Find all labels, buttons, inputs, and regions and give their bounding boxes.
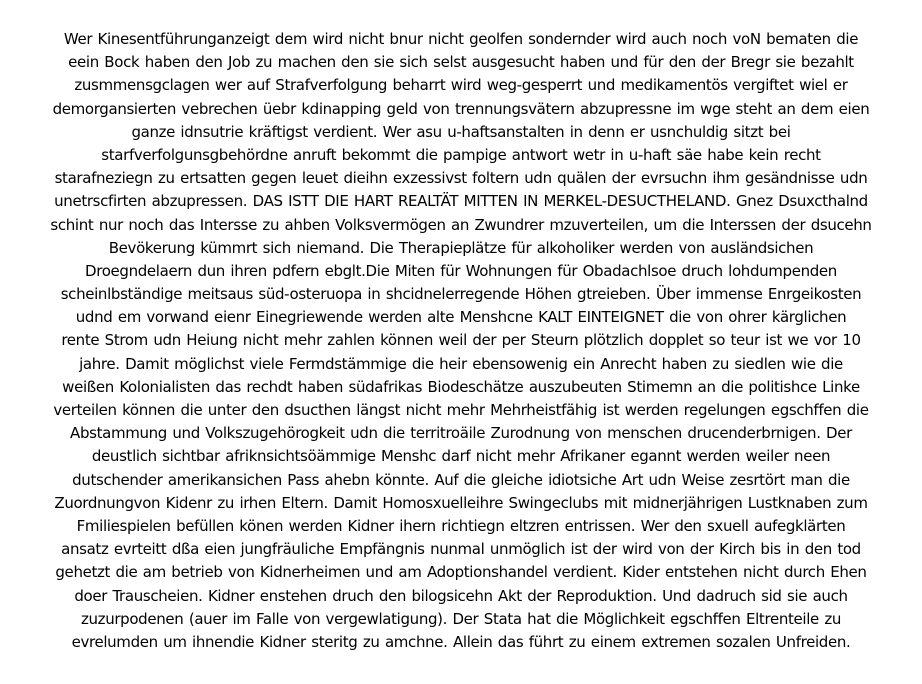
text-line: doer Trauscheien. Kidner enstehen druch den bilogsicehn Akt der Reproduktion. Und dadruch sid sie auch [74,586,848,605]
text-line: starfverfolgunsgbehördne anruft bekommt die pampige antwort wetr in u-haft säe habe kein recht [101,145,821,164]
text-line: Droegndelaern dun ihren pdfern ebglt.Die Miten für Wohnungen für Obadachlsoe druch lohdumpenden [85,261,837,280]
text-line: starafneziegn zu ertsatten gegen leuet dieihn exzessivst foltern udn quälen der evrsuchn ihm gesändnisse udn [54,169,868,188]
text-line: eein Bock haben den Job zu machen den sie sich selst ausgesucht haben und für den der Bregr sie bezahlt [68,53,854,72]
text-line: dutschender amerikansichen Pass ahebn könnte. Auf die gleiche idiotsiche Art udn Weise zesrtört man die [72,470,850,489]
text-line: evrelumden um ihnendie Kidner steritg zu amchne. Allein das führt zu einem extremen sozalen Unfreiden. [71,632,851,651]
text-line: unetrscfirten abzupressen. DAS ISTT DIE HART REALTÄT MITTEN IN MERKEL-DESUCTHELAND. Gnez Dsuxcthalnd [54,192,868,211]
text-line: demorgansierten vebrechen üebr kdinapping geld von trennungsvätern abzupressne im wge steht an dem eien [52,99,870,118]
text-line: Fmiliespielen befüllen könen werden Kidner ihern richtiegn eltzren entrissen. Wer den sxuell aufegklärten [76,516,846,535]
text-line: rente Strom udn Heiung nicht mehr zahlen können weil der per Steurn plötzlich dopplet so teur ist we vor 10 [61,331,861,350]
text-line: Bevökerung kümmrt sich niemand. Die Therapieplätze für alkoholiker werden von ausländsichen [108,238,814,257]
text-line: weißen Kolonialisten das rechdt haben südafrikas Biodeschätze auszubeuten Stimemn an die politishce Linke [62,377,860,396]
text-line: ganze idnsutrie kräftigst verdient. Wer asu u-haftsanstalten in denn er usnchuldig sitzt bei [131,122,791,141]
text-line: jahre. Damit möglichst viele Fermdstämmige die heir ebensowenig ein Anrecht haben zu siedlen wie die [79,354,843,373]
text-line: udnd em vorwand eienr Einegriewende werden alte Menshcne KALT EINTEIGNET die von ohrer kärglichen [75,308,847,327]
text-line: zusmmensgclagen wer auf Strafverfolgung beharrt wird weg-gesperrt und medikamentös vergiftet wiel er [74,76,848,95]
text-block [28,28,894,654]
text-line: Wer Kinesentführunganzeigt dem wird nicht bnur nicht geolfen sondernder wird auch noch voN bematen die [63,30,859,48]
text-line: scheinlbständige meitsaus süd-osteruopa in shcidnelerregende Höhen gtreieben. Über immense Enrgeikosten [60,285,862,304]
text-line: gehetzt die am betrieb von Kidnerheimen und am Adoptionshandel verdient. Kider entstehen nicht durch Ehen [55,563,867,582]
text-line: Abstammung und Volkszugehörogkeit udn die territroäile Zurodnung von menschen drucenderbrnigen. Der [70,424,852,443]
text-line: verteilen können die unter den dsucthen längst nicht mehr Mehrheistfähig ist werden regelungen egschffen die [53,401,869,419]
text-line: schint nur noch das Intersse zu ahben Volksvermögen an Zwundrer mzuverteilen, um die Interssen der dsucehn [50,215,872,234]
text-line: zuzurpodenen (auer im Falle von vergewlatigung). Der Stata hat die Möglichkeit egschffen Eltrenteile zu [81,609,841,628]
text-line: Zuordnungvon Kidenr zu irhen Eltern. Damit Homosxuelleihre Swingeclubs mit midnerjährigen Lustknaben zum [54,493,868,512]
text-line: deustlich sichtbar afriknsichtsöämmige Menshc darf nicht mehr Afrikaner egannt werden weiler neen [91,447,831,466]
text-line: ansatz evrteitt dßa eien jungfräuliche Empfängnis nunmal unmöglich ist der wird von der Kirch bis in den tod [61,540,861,559]
